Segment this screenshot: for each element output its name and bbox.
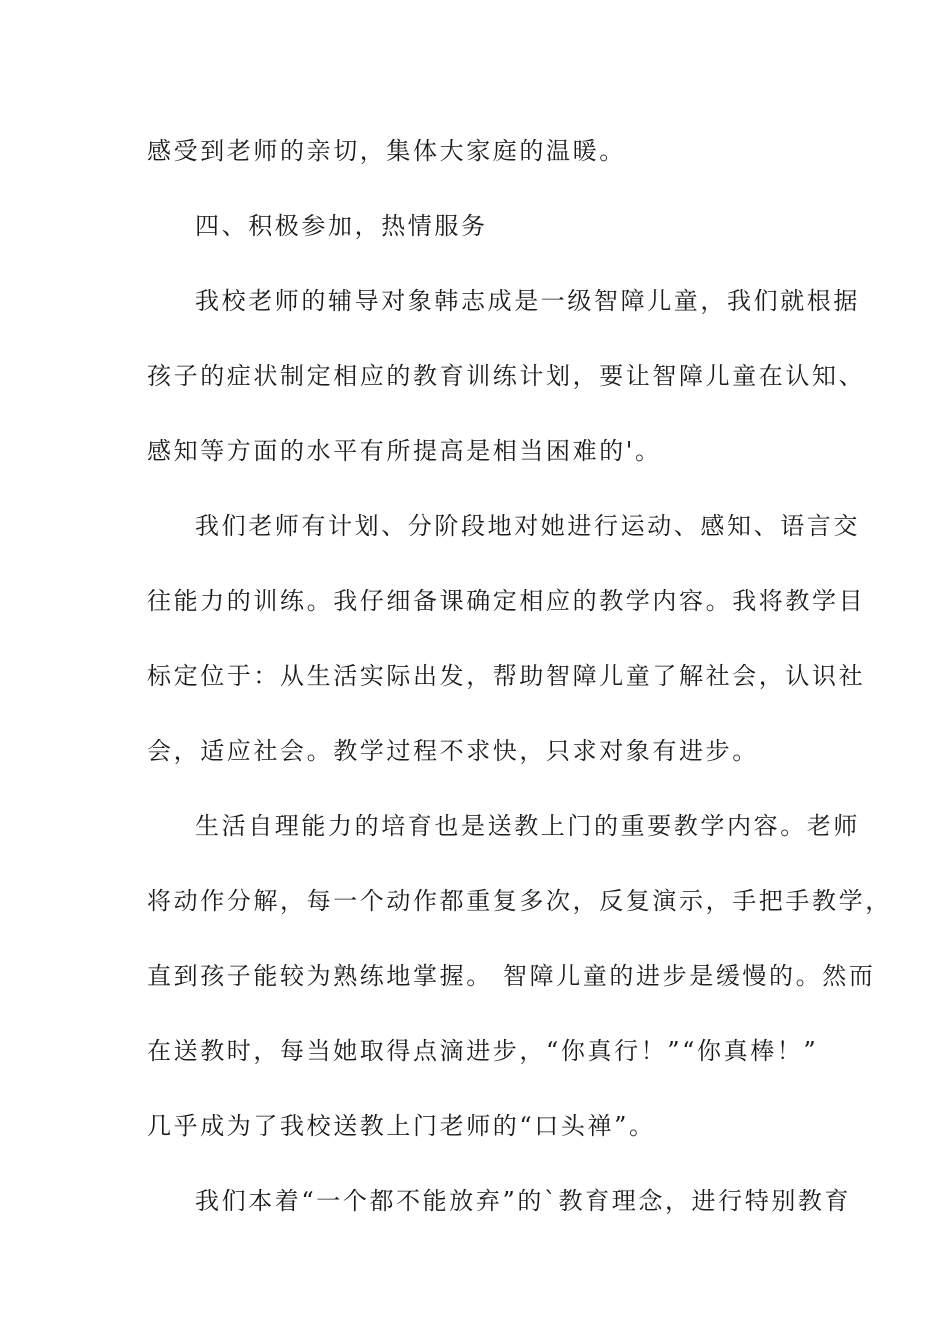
text-line: 我们老师有计划、分阶段地对她进行运动、感知、语言交 (195, 512, 860, 540)
text-line: 我们本着“一个都不能放弃”的`教育理念，进行特别教育 (195, 1187, 852, 1215)
text-line: 孩子的症状制定相应的教育训练计划，要让智障儿童在认知、 (147, 362, 866, 390)
text-line: 我校老师的辅导对象韩志成是一级智障儿童，我们就根据 (195, 287, 860, 315)
text-line: 标定位于：从生活实际出发，帮助智障儿童了解社会，认识社 (147, 662, 866, 690)
text-line: 将动作分解，每一个动作都重复多次，反复演示，手把手教学， (147, 887, 892, 915)
section-heading: 四、积极参加，热情服务 (195, 212, 488, 240)
text-line: 感知等方面的水平有所提高是相当困难的'。 (147, 437, 662, 465)
text-line: 生活自理能力的培育也是送教上门的重要教学内容。老师 (195, 812, 860, 840)
text-line: 感受到老师的亲切，集体大家庭的温暖。 (147, 137, 626, 165)
text-line: 往能力的训练。我仔细备课确定相应的教学内容。我将教学目 (147, 587, 866, 615)
text-line: 在送教时，每当她取得点滴进步，“你真行！”“你真棒！” (147, 1037, 819, 1065)
text-line: 会，适应社会。教学过程不求快，只求对象有进步。 (147, 737, 759, 765)
text-line: 几乎成为了我校送教上门老师的“口头禅”。 (147, 1112, 656, 1140)
text-line: 直到孩子能较为熟练地掌握。 智障儿童的进步是缓慢的。然而 (147, 962, 876, 990)
